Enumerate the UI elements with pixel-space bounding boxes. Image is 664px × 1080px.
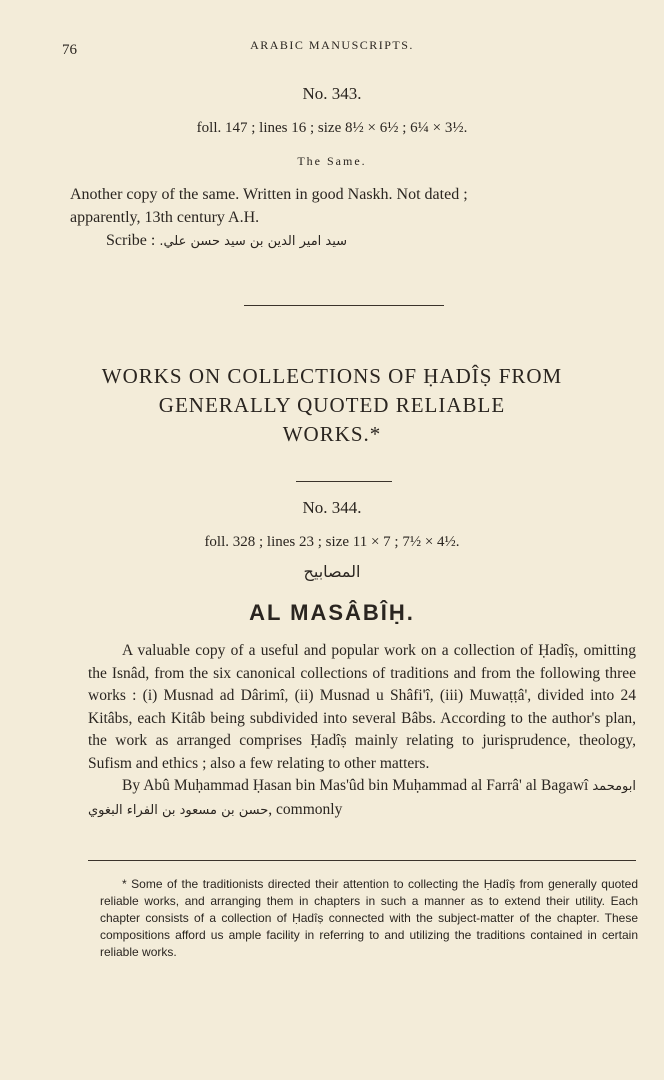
entry-344-paragraph-1: A valuable copy of a useful and popular work on a collection of Ḥadîṣ, omitting the Isnâd, from the six canonical collections of traditions and from the following three works : (i) Musnad ad Dârimî, (ii) Musnad u Shâfi'î, (iii) Muwaṭṭâ', divided into 24 Kitâbs, each Kitâb being subdivided into several Bâbs. According to the author's plan, the work as arranged comprises Ḥadîṣ mainly relating to jurisprudence, theology, Sufism and ethics ; also a few relating to other matters.	[88, 642, 636, 772]
author-arabic-name: ابومحمد حسن بن مسعود بن الفراء البغوي	[88, 779, 636, 818]
scribe-arabic-name: سيد امير الدين بن سيد حسن علي.	[159, 234, 348, 249]
section-title	[30, 362, 634, 449]
entry-343-collation: foll. 147 ; lines 16 ; size 8½ × 6½ ; 6¼ × 3½.	[196, 120, 468, 136]
footnote-rule	[88, 860, 636, 861]
entry-344-number: No. 344.	[302, 498, 362, 517]
scribe-label: Scribe :	[106, 232, 156, 249]
entry-343-title: The Same.	[297, 154, 367, 168]
book-arabic-title: المصابيح	[303, 562, 361, 581]
author-name: By Abû Muḥammad Ḥasan bin Mas'ûd bin Muḥammad al Farrâ' al Bagawî	[122, 777, 589, 794]
entry-343-scribe	[70, 229, 630, 253]
short-divider-rule	[296, 481, 392, 482]
book-title: AL MASÂBÎḤ.	[249, 600, 415, 625]
entry-343-description-line1: Another copy of the same. Written in good Naskh. Not dated ;	[70, 186, 468, 203]
entry-344-paragraph-2	[88, 775, 636, 822]
footnote	[100, 876, 638, 961]
section-title-line-2: GENERALLY QUOTED RELIABLE	[158, 393, 506, 417]
section-title-line-3: WORKS.*	[282, 422, 382, 446]
divider-rule	[244, 305, 444, 306]
section-title-line-1: WORKS ON COLLECTIONS OF ḤADÎṢ FROM	[101, 364, 563, 388]
entry-343-description-line2: apparently, 13th century A.H.	[70, 209, 260, 226]
footnote-text: * Some of the traditionists directed their attention to collecting the Ḥadîṣ from generally quoted reliable works, and arranging them in chapters in such a manner as to extend their utility. Each chapter consists of a collection of Ḥadîṣ connected with the subject-matter of the chapter. These compositions afford us ample facility in referring to and utilizing the traditions contained in certain reliable works.	[100, 877, 638, 959]
entry-344-body	[88, 640, 636, 822]
running-title: ARABIC MANUSCRIPTS.	[250, 38, 414, 52]
entry-344-collation: foll. 328 ; lines 23 ; size 11 × 7 ; 7½ × 4½.	[204, 534, 460, 550]
entry-343-number: No. 343.	[302, 84, 362, 103]
page-number: 76	[62, 42, 77, 58]
entry-343-description	[70, 183, 630, 253]
paragraph-2-end: , commonly	[268, 800, 343, 818]
